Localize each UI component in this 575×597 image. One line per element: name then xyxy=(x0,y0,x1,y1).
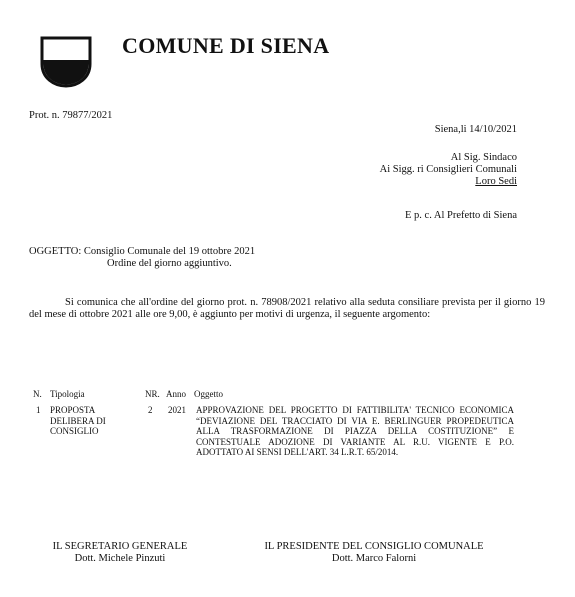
cell-anno: 2021 xyxy=(168,405,186,415)
column-header-nr: NR. xyxy=(145,389,160,399)
column-header-anno: Anno xyxy=(166,389,186,399)
cell-nr: 2 xyxy=(148,405,153,415)
column-header-n: N. xyxy=(33,389,42,399)
signature-role: IL SEGRETARIO GENERALE xyxy=(52,541,188,552)
cc-line: E p. c. Al Prefetto di Siena xyxy=(405,210,517,221)
signature-role: IL PRESIDENTE DEL CONSIGLIO COMUNALE xyxy=(264,541,484,552)
signature-segretario xyxy=(42,541,198,565)
recipient-line: Ai Sigg. ri Consiglieri Comunali xyxy=(379,164,517,175)
signature-presidente xyxy=(254,541,494,565)
body-paragraph: Si comunica che all'ordine del giorno prot. n. 78908/2021 relativo alla seduta consiliare prevista per il giorno 19 del mese di ottobre 2021 alle ore 9,00, è aggiunto per motivi di urgenza, il seguente argomento: xyxy=(29,297,545,320)
recipients-block xyxy=(380,152,517,188)
protocol-number: Prot. n. 79877/2021 xyxy=(29,110,113,121)
signature-name: Dott. Michele Pinzuti xyxy=(74,553,166,564)
subject-detail: Ordine del giorno aggiuntivo. xyxy=(107,258,232,269)
column-header-tipologia: Tipologia xyxy=(50,389,85,399)
subject-line: OGGETTO: Consiglio Comunale del 19 ottobre 2021 xyxy=(29,246,256,257)
cell-oggetto: APPROVAZIONE DEL PROGETTO DI FATTIBILITA' TECNICO ECONOMICA “DEVIAZIONE DEL TRACCIATO DI VIA E. BERLINGUER PROPEDEUTICA ALLA TRASFORMAZIONE DI PIAZZA DELLA COSTITUZIONE” E CONTESTUALE ADOZIONE DI VARIANTE AL R.U. VIGENTE E P.O. ADOTTATO AI SENSI DELL'ART. 34 L.R.T. 65/2014. xyxy=(196,405,514,457)
signature-name: Dott. Marco Falorni xyxy=(331,553,417,564)
cell-n: 1 xyxy=(36,405,41,415)
siena-coat-of-arms-icon xyxy=(40,36,92,88)
cell-tipologia: PROPOSTA DELIBERA DI CONSIGLIO xyxy=(50,405,106,436)
column-header-oggetto: Oggetto xyxy=(194,389,223,399)
recipient-line: Al Sig. Sindaco xyxy=(450,152,517,163)
page-title: COMUNE DI SIENA xyxy=(122,33,330,58)
recipient-line: Loro Sedi xyxy=(475,176,517,187)
date-line: Siena,li 14/10/2021 xyxy=(434,124,517,135)
